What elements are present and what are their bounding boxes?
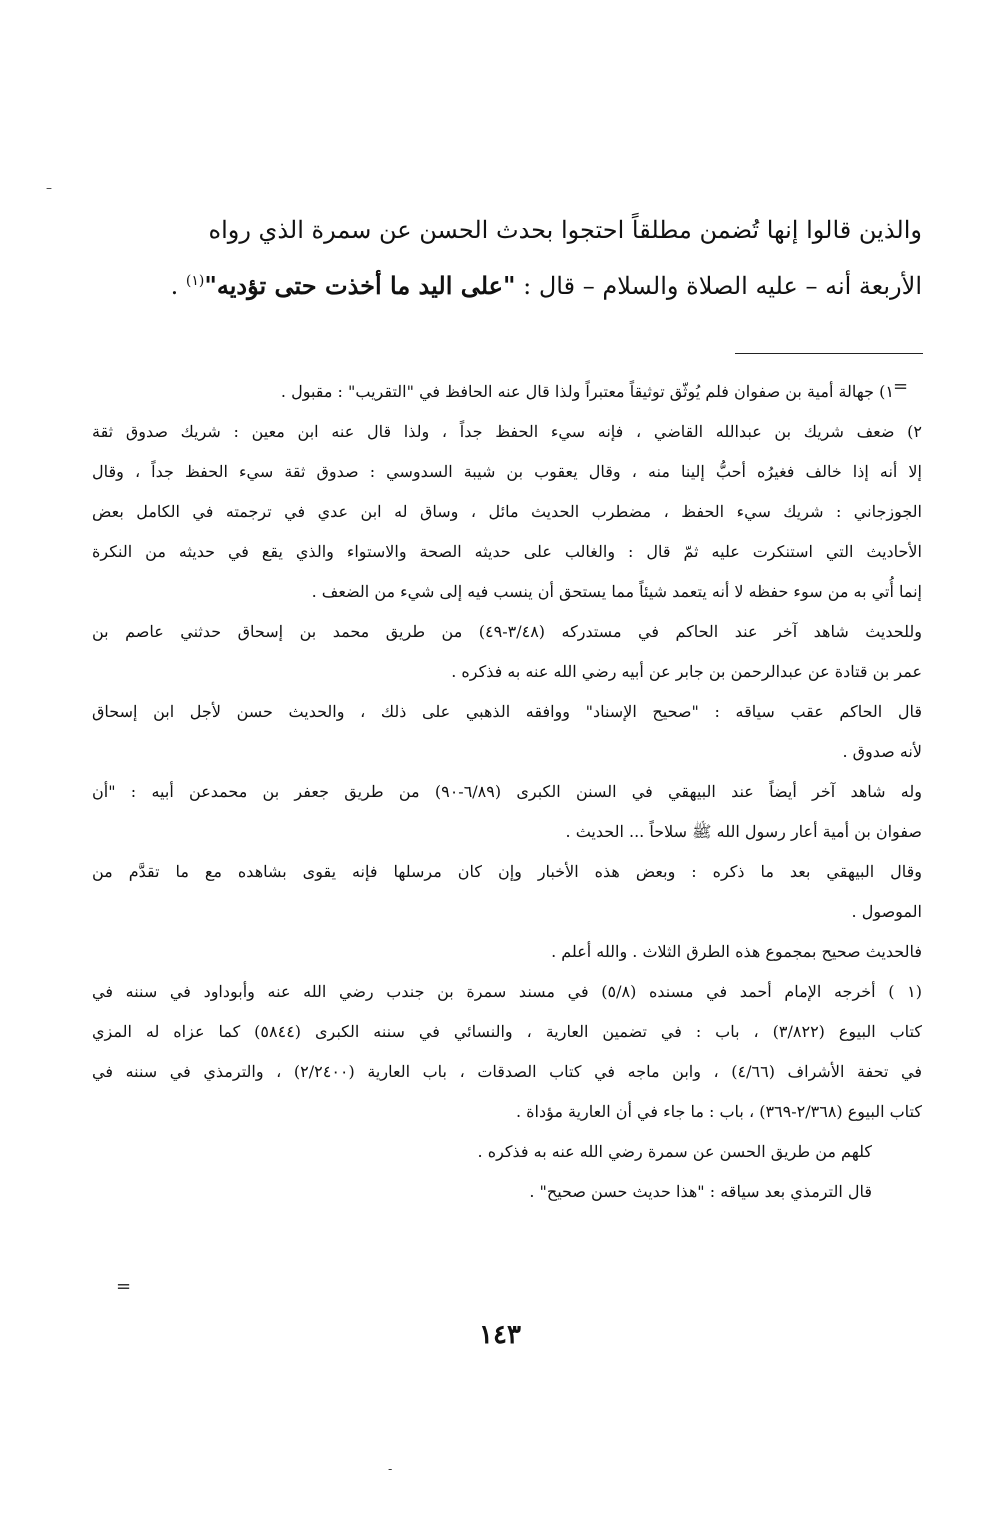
footnote-line: وللحديث شاهد آخر عند الحاكم في مستدركه (٣/٤٨-٤٩) من طريق محمد بن إسحاق حدثني عاصم بن	[92, 622, 922, 641]
footnote-line: ١) جهالة أمية بن صفوان فلم يُوثّق توثيقاً معتبراً ولذا قال عنه الحافظ في "التقريب" : مقبول .	[280, 382, 894, 401]
footnote-separator	[735, 353, 923, 354]
footnote-line: قال الترمذي بعد سياقه : "هذا حديث حسن صحيح" .	[529, 1182, 872, 1201]
footnote-line: صفوان بن أمية أعار رسول الله ﷺ سلاحاً ... الحديث .	[565, 822, 922, 841]
continuation-marker-bottom: =	[116, 1276, 132, 1297]
footnote-line: كلهم من طريق الحسن عن سمرة رضي الله عنه به فذكره .	[477, 1142, 872, 1161]
scan-mark: -	[388, 1462, 393, 1476]
footnote-line: الجوزجاني : شريك سيء الحفظ ، مضطرب الحديث مائل ، وساق له ابن عدي في ترجمته في الكامل بعض	[92, 502, 922, 521]
footnote-line: عمر بن قتادة عن عبدالرحمن بن جابر عن أبيه رضي الله عنه به فذكره .	[451, 662, 922, 681]
footnote-line: قال الحاكم عقب سياقه : "صحيح الإسناد" ووافقه الذهبي على ذلك ، والحديث حسن لأجل ابن إسحاق	[92, 702, 922, 721]
main-text-line-1: والذين قالوا إنها تُضمن مطلقاً احتجوا بحدث الحسن عن سمرة الذي رواه	[208, 216, 922, 244]
main-text-line-2	[96, 258, 922, 314]
footnote-line: إنما أُتي به من سوء حفظه لا أنه يتعمد شيئاً مما يستحق أن ينسب فيه إلى شيء من الضعف .	[311, 582, 922, 601]
scan-mark: –	[46, 181, 52, 195]
hadith-quote: "على اليد ما أخذت حتى تؤديه"	[204, 271, 516, 300]
footnote-line: الموصول .	[851, 902, 922, 921]
footnote-line: في تحفة الأشراف (٤/٦٦) ، وابن ماجه في كتاب الصدقات ، باب العارية (٢/٢٤٠٠) ، والترمذي في سننه في	[92, 1062, 922, 1081]
footnote-line: (١ ) أخرجه الإمام أحمد في مسنده (٥/٨) في مسند سمرة بن جندب رضي الله عنه وأبوداود في سننه في	[92, 982, 922, 1001]
continuation-marker-top: =	[893, 376, 909, 397]
footnote-reference: (١)	[185, 273, 205, 289]
footnote-line: فالحديث صحيح بمجموع هذه الطرق الثلاث . والله أعلم .	[551, 942, 922, 961]
footnote-line: كتاب البيوع (٣/٨٢٢) ، باب : في تضمين العارية ، والنسائي في سننه الكبرى (٥٨٤٤) كما عزاه له المزي	[92, 1022, 922, 1041]
main-text-line-2-prefix: الأربعة أنه – عليه الصلاة والسلام – قال :	[515, 272, 922, 300]
footnote-line: كتاب البيوع (٢/٣٦٨-٣٦٩) ، باب : ما جاء في أن العارية مؤداة .	[515, 1102, 922, 1121]
footnote-line: لأنه صدوق .	[842, 742, 922, 761]
page-number: ١٤٣	[479, 1320, 521, 1350]
footnote-line: ٢) ضعف شريك بن عبدالله القاضي ، فإنه سيء الحفظ جداً ، ولذا قال عنه ابن معين : شريك صدوق ثقة	[92, 422, 922, 441]
footnote-line: الأحاديث التي استنكرت عليه ثمّ قال : والغالب على حديثه الصحة والاستواء والذي يقع في حديثه من النكرة	[92, 542, 922, 561]
footnote-line: وقال البيهقي بعد ما ذكره : وبعض هذه الأخبار وإن كان مرسلها فإنه يقوى بشاهده مع ما تقدَّم من	[92, 862, 922, 881]
footnote-line: إلا أنه إذا خالف فغيرُه أحبُّ إلينا منه ، وقال يعقوب بن شيبة السدوسي : صدوق ثقة سيء الحفظ جداً ، وقال	[92, 462, 922, 481]
footnote-line: وله شاهد آخر أيضاً عند البيهقي في السنن الكبرى (٦/٨٩-٩٠) من طريق جعفر بن محمدعن أبيه : "أن	[92, 782, 922, 801]
main-body-text	[96, 202, 922, 314]
footnotes-section	[92, 372, 922, 1212]
main-text-line-2-end: .	[170, 272, 186, 300]
